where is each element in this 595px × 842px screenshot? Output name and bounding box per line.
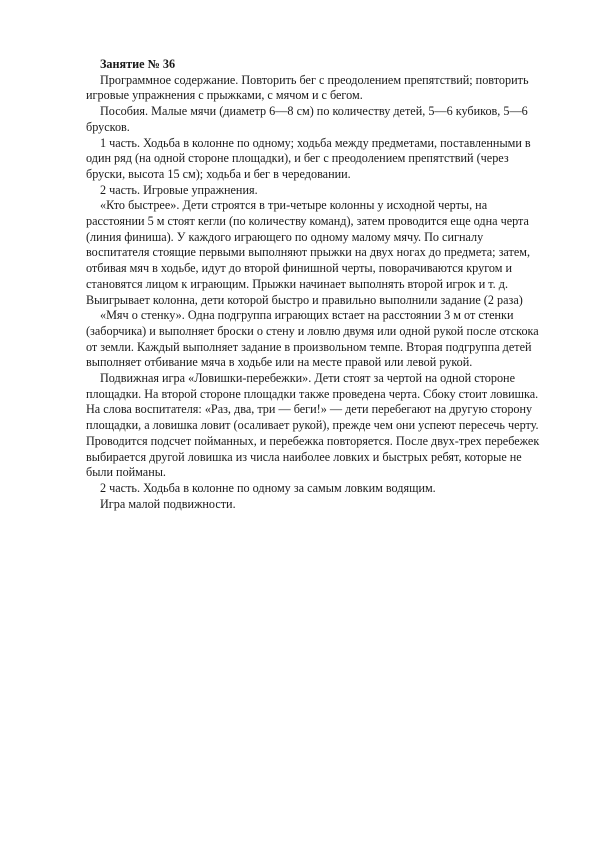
lesson-title: Занятие № 36: [100, 57, 176, 71]
paragraph-low-mobility-game: Игра малой подвижности.: [100, 496, 236, 511]
paragraph-program-content: Программное содержание. Повторить бег с преодолением препятствий; повторить игровые упражнения с прыжками, с мячом и с бегом.: [86, 72, 529, 103]
paragraph-game-who-faster: «Кто быстрее». Дети строятся в три-четыре колонны у исходной черты, на расстоянии 5 м стоят кегли (по количеству команд), затем проводится еще одна черта (линия финиша). У каждого играющего по одному малому мячу. По сигналу воспитателя стоящие первыми выполняют прыжки на двух ногах до предмета; затем, отбивая мяч в ходьбе, идут до второй финишной черты, поворачиваются кругом и становятся лицом к играющим. Прыжки начинает выполнять второй игрок и т. д. Выигрывает колонна, дети которой быстро и правильно выполнили задание (2 раза): [86, 198, 531, 307]
paragraph-part-2-walking: 2 часть. Ходьба в колонне по одному за самым ловким водящим.: [100, 480, 436, 495]
paragraph-part-2-heading: 2 часть. Игровые упражнения.: [100, 182, 258, 197]
paragraph-part-1: 1 часть. Ходьба в колонне по одному; ходьба между предметами, поставленными в один ряд (на одной стороне площадки), и бег с преодолением препятствий (через бруски, высота 15 см); ходьба и бег в чередовании.: [86, 135, 531, 181]
document-body: [86, 57, 541, 512]
paragraph-game-lovishki: Подвижная игра «Ловишки-перебежки». Дети стоят за чертой на одной стороне площадки. На второй стороне площадки также проведена черта. Сбоку стоит ловишка. На слова воспитателя: «Раз, два, три — беги!» — дети перебегают на другую сторону площадки, а ловишка ловит (осаливает рукой), прежде чем они успеют пересечь черту. Проводится подсчет пойманных, и перебежка повторяется. После двух-трех перебежек выбирается другой ловишка из числа наиболее ловких и быстрых ребят, которые не были пойманы.: [86, 371, 540, 480]
paragraph-game-ball-wall: «Мяч о стенку». Одна подгруппа играющих встает на расстоянии 3 м от стенки (заборчика) и выполняет броски о стену и ловлю двумя или одной рукой после отскока от земли. Каждый выполняет задание в произвольном темпе. Вторая подгруппа детей выполняет отбивание мяча в ходьбе или на месте правой или левой рукой.: [86, 308, 539, 370]
paragraph-equipment: Пособия. Малые мячи (диаметр 6—8 см) по количеству детей, 5—6 кубиков, 5—6 брусков.: [86, 104, 528, 134]
